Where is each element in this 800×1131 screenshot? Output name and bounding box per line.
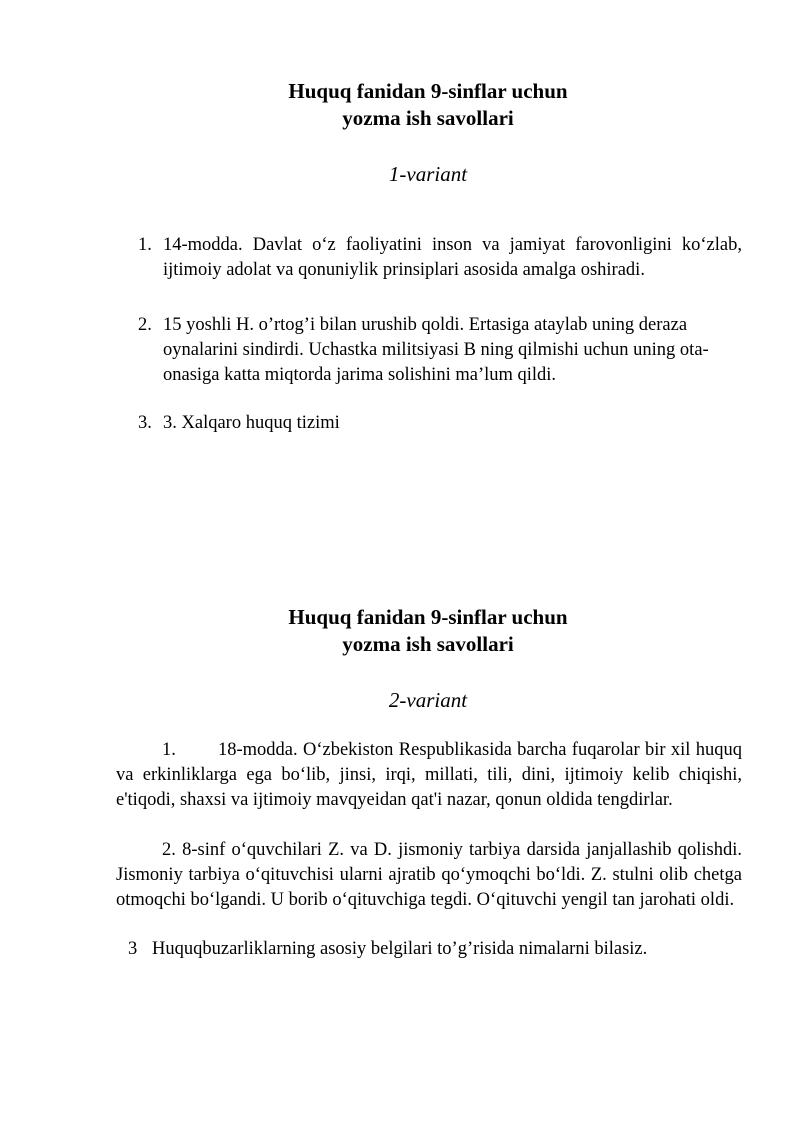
variant1-question-3: [138, 411, 742, 436]
question-text: 3. Xalqaro huquq tizimi: [163, 413, 340, 433]
variant2-question-1: [116, 738, 742, 813]
question-text: 14-modda. Davlat o‘z faoliyatini inson va jamiyat farovonligini ko‘zlab, ijtimoiy adolat va qonuniylik prinsiplari asosida amalga oshiradi.: [163, 235, 742, 280]
question-text: 2. 8-sinf o‘quvchilari Z. va D. jismoniy tarbiya darsida janjallashib qolishdi. Jismoniy tarbiya o‘qituvchisi ularni ajratib qo‘ymoqchi bo‘ldi. Z. stulni olib chetga otmoqchi bo‘lgandi. U borib o‘qituvchiga tegdi. O‘qituvchi yengil tan jarohati oldi.: [116, 840, 742, 910]
variant2-label: 2-variant: [388, 688, 468, 712]
variant2-title-line2: yozma ish savollari: [342, 632, 514, 656]
question-number: 1.: [162, 740, 176, 760]
variant1-title-line2: yozma ish savollari: [342, 106, 514, 130]
variant2-title-line1: Huquq fanidan 9-sinflar uchun: [288, 605, 568, 629]
question-number: 1.: [138, 235, 152, 255]
variant1-title-line1: Huquq fanidan 9-sinflar uchun: [288, 79, 568, 103]
variant1-label: 1-variant: [388, 162, 468, 186]
question-text: Huquqbuzarliklarning asosiy belgilari to’g’risida nimalarni bilasiz.: [152, 939, 648, 959]
variant2-question-3: [128, 937, 768, 962]
question-number: 3.: [138, 413, 152, 433]
question-text: 18-modda. O‘zbekiston Respublikasida barcha fuqarolar bir xil huquq va erkinliklarga ega bo‘lib, jinsi, irqi, millati, tili, dini, ijtimoiy kelib chiqishi, e'tiqodi, shaxsi va ijtimoiy mavqyeidan qat'i nazar, qonun oldida tengdirlar.: [116, 740, 742, 810]
question-number: 2.: [138, 315, 152, 335]
variant2-question-2: [116, 838, 742, 913]
variant1-question-1: [138, 233, 742, 283]
question-number: 3: [128, 939, 138, 959]
question-text: 15 yoshli H. o’rtog’i bilan urushib qoldi. Ertasiga ataylab uning deraza oynalarini sindirdi. Uchastka militsiyasi B ning qilmishi uchun uning ota-onasiga katta miqtorda jarima solishini ma’lum qildi.: [163, 315, 709, 385]
variant1-question-2: [138, 313, 742, 388]
